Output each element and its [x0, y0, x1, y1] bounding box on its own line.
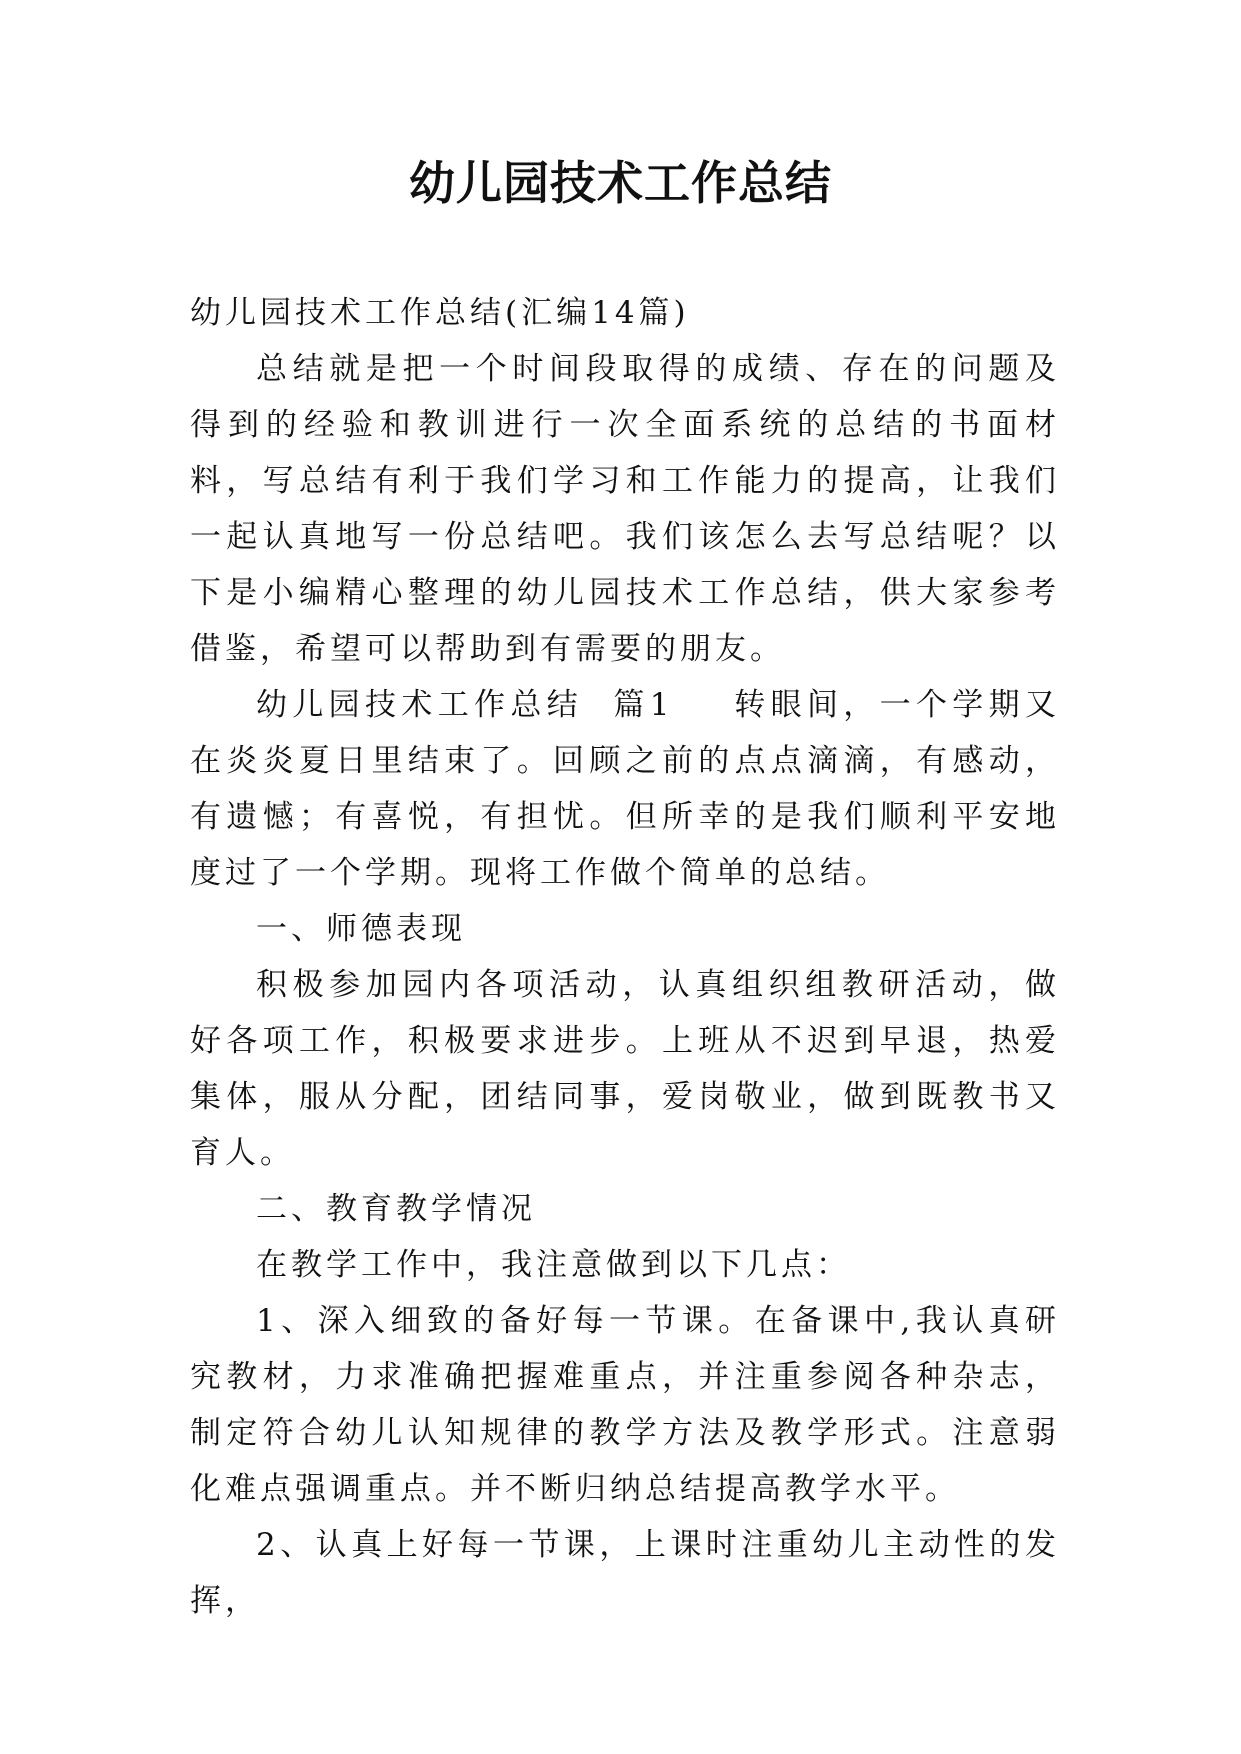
document-title: 幼儿园技术工作总结 [409, 156, 832, 210]
teaching-point-2-paragraph: 2、认真上好每一节课，上课时注重幼儿主动性的发挥， [190, 1527, 1060, 1619]
teaching-intro-paragraph: 在教学工作中，我注意做到以下几点： [256, 1247, 851, 1283]
section-1-opening-paragraph: 幼儿园技术工作总结 篇1 转眼间，一个学期又在炎炎夏日里结束了。回顾之前的点点滴滴，有感动，有遗憾；有喜悦，有担忧。但所幸的是我们顺利平安地度过了一个学期。现将工作做个简单的总结。 [190, 687, 1060, 891]
teacher-ethics-paragraph: 积极参加园内各项活动，认真组织组教研活动，做好各项工作，积极要求进步。上班从不迟到早退，热爱集体，服从分配，团结同事，爱岗敬业，做到既教书又育人。 [190, 967, 1060, 1171]
document-body [190, 285, 1060, 1629]
document-subtitle: 幼儿园技术工作总结(汇编14篇) [190, 295, 690, 331]
teaching-point-1-paragraph: 1、深入细致的备好每一节课。在备课中,我认真研究教材，力求准确把握难重点，并注重参阅各种杂志，制定符合幼儿认知规律的教学方法及教学形式。注意弱化难点强调重点。并不断归纳总结提高教学水平。 [190, 1303, 1060, 1507]
heading-teacher-ethics: 一、师德表现 [256, 911, 466, 947]
heading-teaching-situation: 二、教育教学情况 [256, 1191, 536, 1227]
intro-paragraph: 总结就是把一个时间段取得的成绩、存在的问题及得到的经验和教训进行一次全面系统的总结的书面材料，写总结有利于我们学习和工作能力的提高，让我们一起认真地写一份总结吧。我们该怎么去写总结呢？以下是小编精心整理的幼儿园技术工作总结，供大家参考借鉴，希望可以帮助到有需要的朋友。 [190, 351, 1060, 667]
